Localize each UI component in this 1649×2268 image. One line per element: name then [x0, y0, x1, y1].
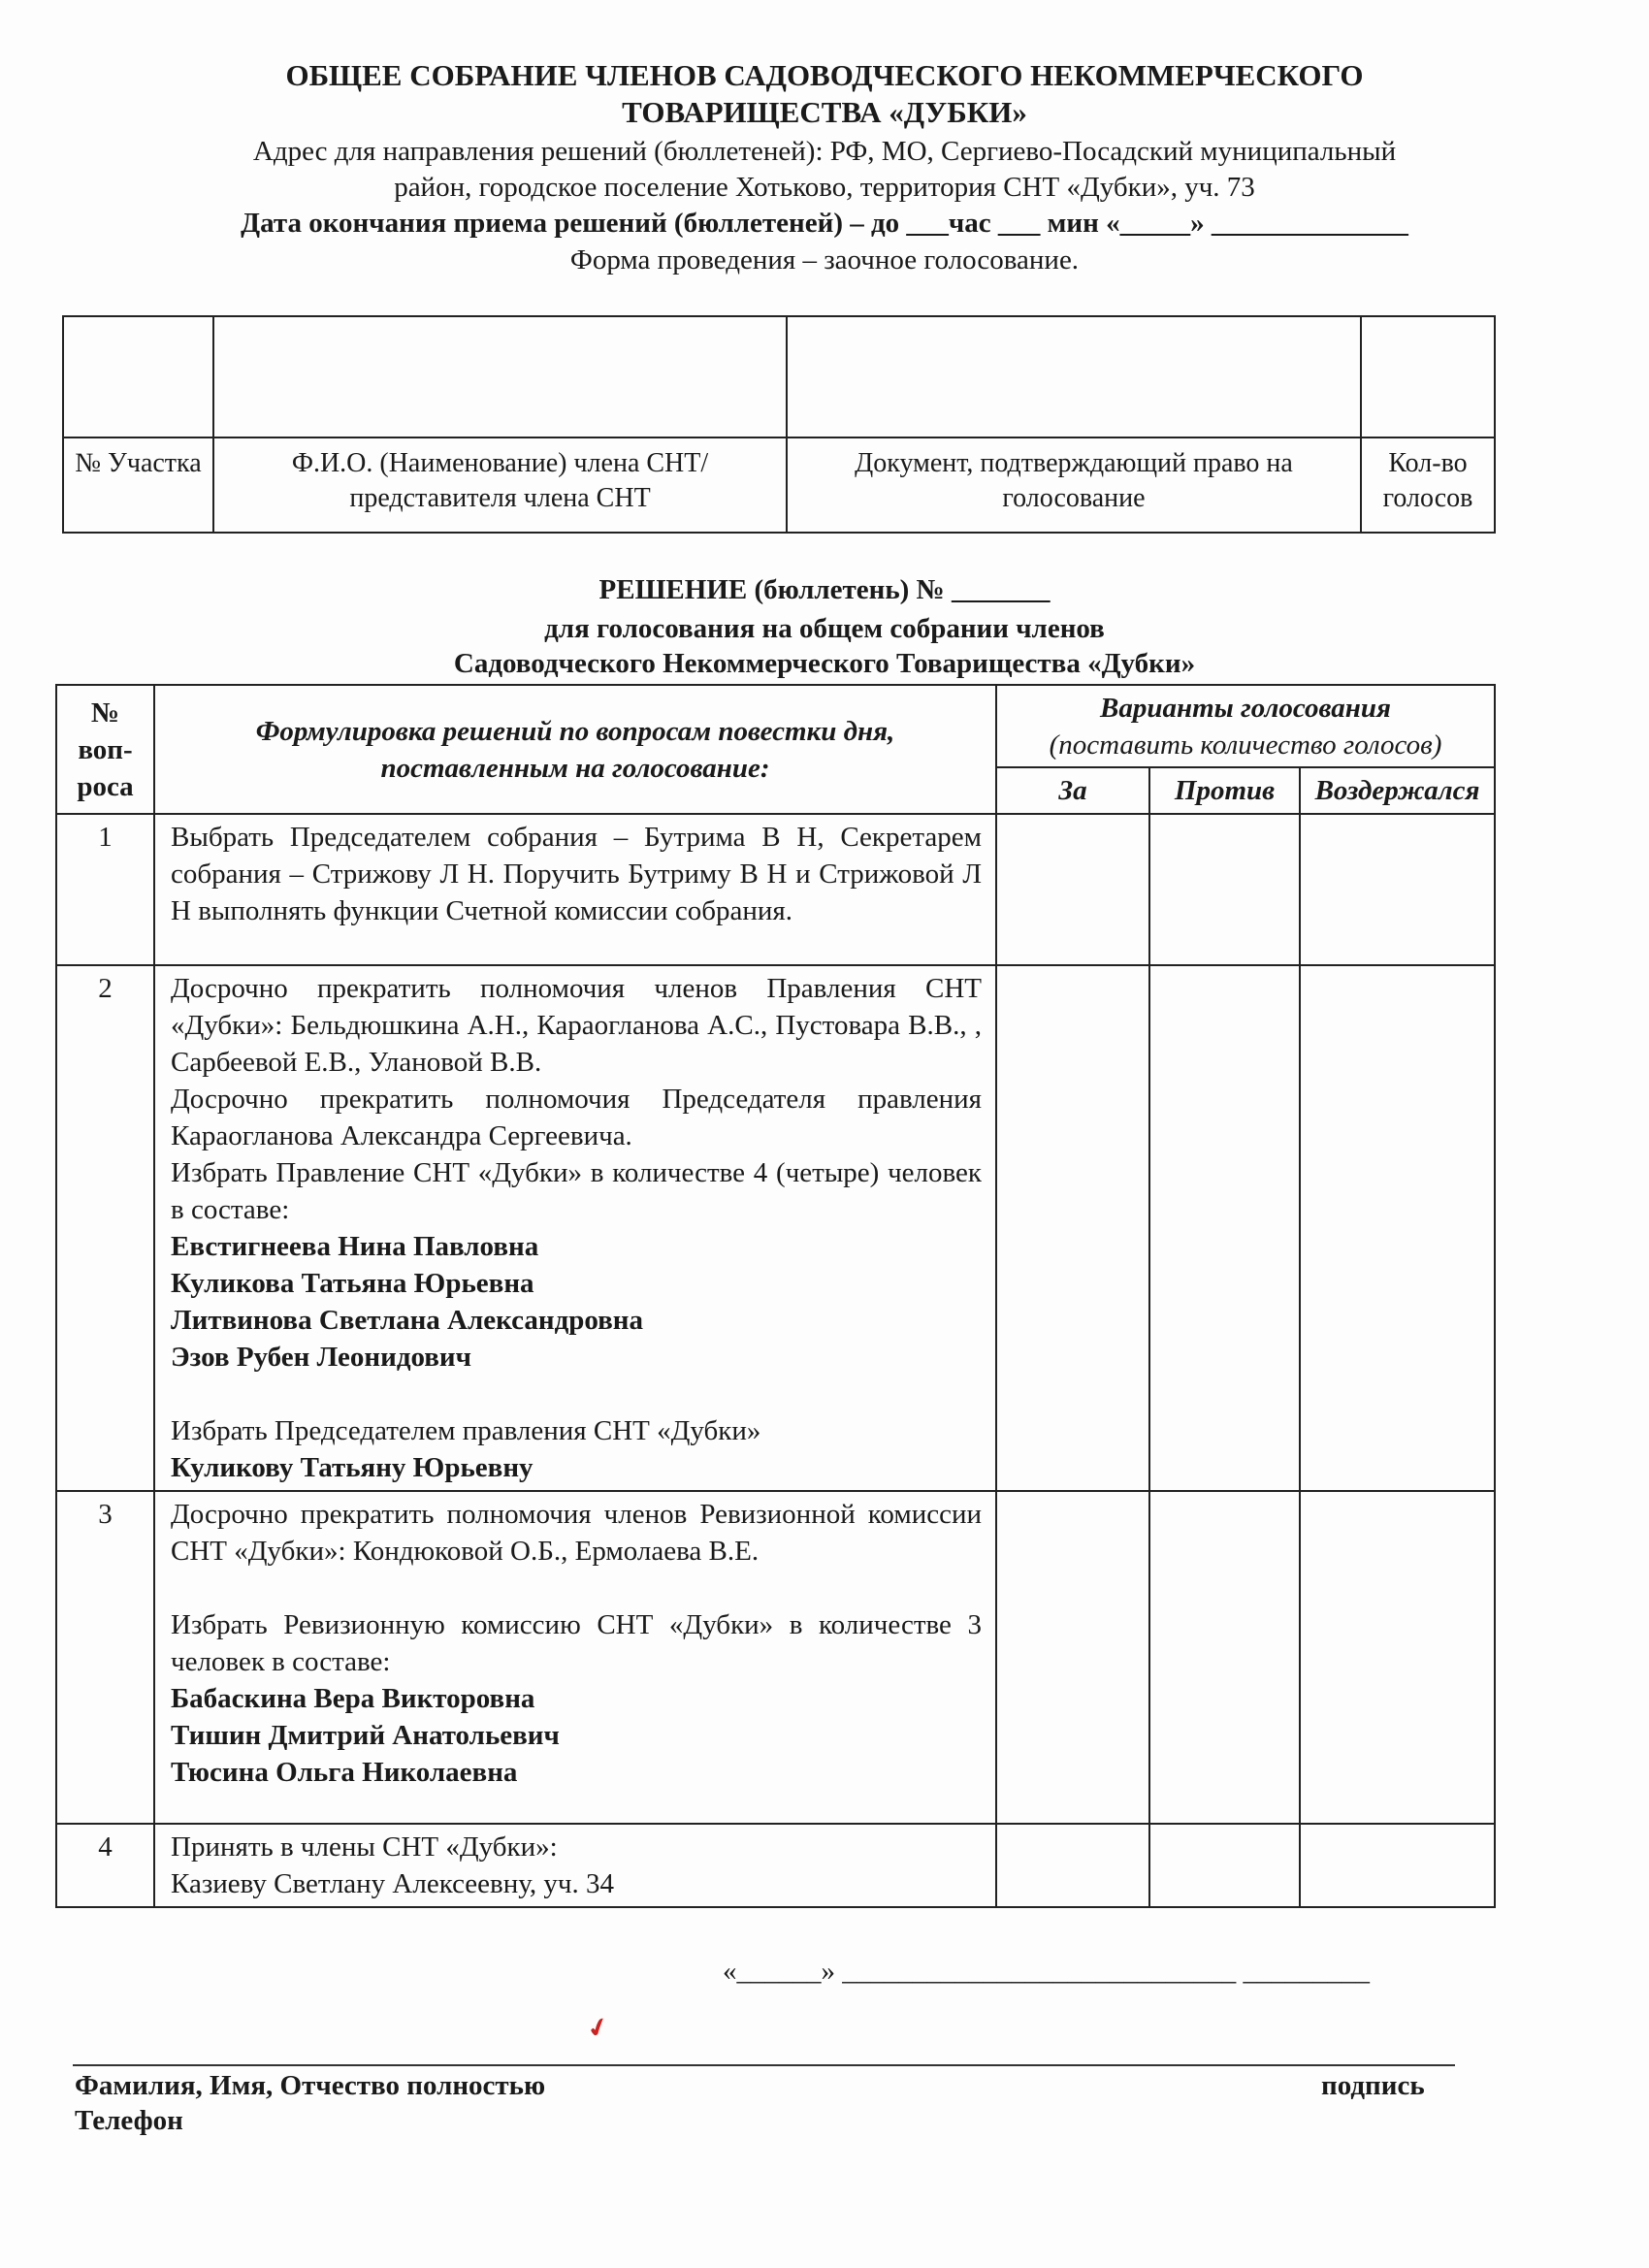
phone-label: Телефон	[75, 2105, 183, 2136]
vote-for-cell[interactable]	[996, 965, 1149, 1491]
signature-label: подпись	[1321, 2070, 1425, 2101]
vote-against-cell[interactable]	[1149, 965, 1300, 1491]
question-text	[154, 1491, 996, 1824]
vote-for-cell[interactable]	[996, 1824, 1149, 1907]
question-paragraph: Досрочно прекратить полномочия членов Ревизионной комиссии СНТ «Дубки»: Кондюковой О.Б., Ермолаева В.Е.	[171, 1499, 982, 1567]
ballot-subtitle-2: Садоводческого Некоммерческого Товарищества «Дубки»	[453, 648, 1196, 679]
ballot-title: РЕШЕНИЕ (бюллетень) № _______	[598, 574, 1051, 605]
deadline: Дата окончания приема решений (бюллетеней) – до ___час ___ мин «_____» ______________	[241, 208, 1408, 239]
vote-abstain-cell[interactable]	[1300, 1491, 1495, 1824]
member-votes-field[interactable]	[1361, 316, 1495, 437]
candidate-name: Тюсина Ольга Николаевна	[171, 1757, 518, 1788]
vote-against-cell[interactable]	[1149, 1824, 1300, 1907]
vote-against-cell[interactable]	[1149, 814, 1300, 965]
question-paragraph: Избрать Ревизионную комиссию СНТ «Дубки» в количестве 3 человек в составе:	[171, 1609, 982, 1677]
candidate-name: Евстигнеева Нина Павловна	[171, 1231, 539, 1262]
header-name: Ф.И.О. (Наименование) члена СНТ/ представителя члена СНТ	[213, 437, 787, 533]
member-document-field[interactable]	[787, 316, 1361, 437]
question-paragraph: Принять в члены СНТ «Дубки»:	[171, 1831, 558, 1863]
question-row	[56, 1491, 1495, 1824]
signature-divider	[73, 2064, 1455, 2066]
title-line-2: ТОВАРИЩЕСТВА «ДУБКИ»	[622, 95, 1027, 129]
vote-abstain-cell[interactable]	[1300, 965, 1495, 1491]
spacer	[171, 1570, 982, 1606]
question-number: 2	[56, 965, 154, 1491]
col-header-text: Формулировка решений по вопросам повестки дня, поставленным на голосование:	[154, 685, 996, 814]
options-note: (поставить количество голосов)	[1049, 729, 1442, 761]
question-text	[154, 1824, 996, 1907]
candidate-name: Эзов Рубен Леонидович	[171, 1342, 471, 1373]
option-for: За	[996, 767, 1149, 814]
candidate-name: Бабаскина Вера Викторовна	[171, 1683, 535, 1714]
vote-abstain-cell[interactable]	[1300, 1824, 1495, 1907]
question-row	[56, 1824, 1495, 1907]
question-paragraph: Досрочно прекратить полномочия членов Правления СНТ «Дубки»: Бельдюшкина А.Н., Караогланова А.С., Пустовара В.В., , Сарбеевой Е.В., Улановой В.В.	[171, 973, 982, 1078]
vote-for-cell[interactable]	[996, 1491, 1149, 1824]
question-row	[56, 965, 1495, 1491]
member-name-field[interactable]	[213, 316, 787, 437]
col-header-options	[996, 685, 1495, 767]
question-number: 3	[56, 1491, 154, 1824]
candidate-name: Куликова Татьяна Юрьевна	[171, 1268, 534, 1299]
vote-table	[55, 684, 1496, 1908]
header-document: Документ, подтверждающий право на голосование	[787, 437, 1361, 533]
question-text	[154, 965, 996, 1491]
col-header-number: № воп-роса	[56, 685, 154, 814]
vote-against-cell[interactable]	[1149, 1491, 1300, 1824]
question-text	[154, 814, 996, 965]
candidate-name: Куликову Татьяну Юрьевну	[171, 1452, 534, 1483]
option-against: Против	[1149, 767, 1300, 814]
spacer	[171, 1376, 982, 1412]
member-table	[62, 315, 1496, 534]
title-line-1: ОБЩЕЕ СОБРАНИЕ ЧЛЕНОВ САДОВОДЧЕСКОГО НЕКОММЕРЧЕСКОГО	[285, 58, 1364, 92]
candidate-name: Литвинова Светлана Александровна	[171, 1305, 644, 1336]
question-paragraph: Казиеву Светлану Алексеевну, уч. 34	[171, 1868, 614, 1899]
question-paragraph: Досрочно прекратить полномочия Председателя правления Караогланова Александра Сергеевича.	[171, 1084, 982, 1151]
question-number: 4	[56, 1824, 154, 1907]
vote-for-cell[interactable]	[996, 814, 1149, 965]
question-row	[56, 814, 1495, 965]
candidate-name: Тишин Дмитрий Анатольевич	[171, 1720, 560, 1751]
option-abstain: Воздержался	[1300, 767, 1495, 814]
question-number: 1	[56, 814, 154, 965]
question-paragraph: Выбрать Председателем собрания – Бутрима В Н, Секретарем собрания – Стрижову Л Н. Поручить Бутриму В Н и Стрижовой Л Н выполнять функции Счетной комиссии собрания.	[171, 822, 982, 926]
options-title: Варианты голосования	[1100, 692, 1391, 724]
ballot-subtitle-1: для голосования на общем собрании членов	[544, 613, 1105, 644]
date-signature-line[interactable]: «______» ____________________________ _________	[723, 1956, 1370, 1987]
question-paragraph: Избрать Правление СНТ «Дубки» в количестве 4 (четыре) человек в составе:	[171, 1157, 982, 1225]
address-line-2: район, городское поселение Хотьково, территория СНТ «Дубки», уч. 73	[394, 172, 1255, 203]
red-check-mark-icon: ✔	[583, 2011, 613, 2045]
header-plot: № Участка	[63, 437, 213, 533]
form-of-voting: Форма проведения – заочное голосование.	[569, 244, 1080, 275]
address-line-1: Адрес для направления решений (бюллетеней): РФ, МО, Сергиево-Посадский муниципальный	[252, 136, 1397, 167]
member-plot-field[interactable]	[63, 316, 213, 437]
header-votes: Кол-во голосов	[1361, 437, 1495, 533]
full-name-label: Фамилия, Имя, Отчество полностью	[75, 2070, 546, 2101]
question-paragraph: Избрать Председателем правления СНТ «Дубки»	[171, 1415, 761, 1446]
vote-abstain-cell[interactable]	[1300, 814, 1495, 965]
